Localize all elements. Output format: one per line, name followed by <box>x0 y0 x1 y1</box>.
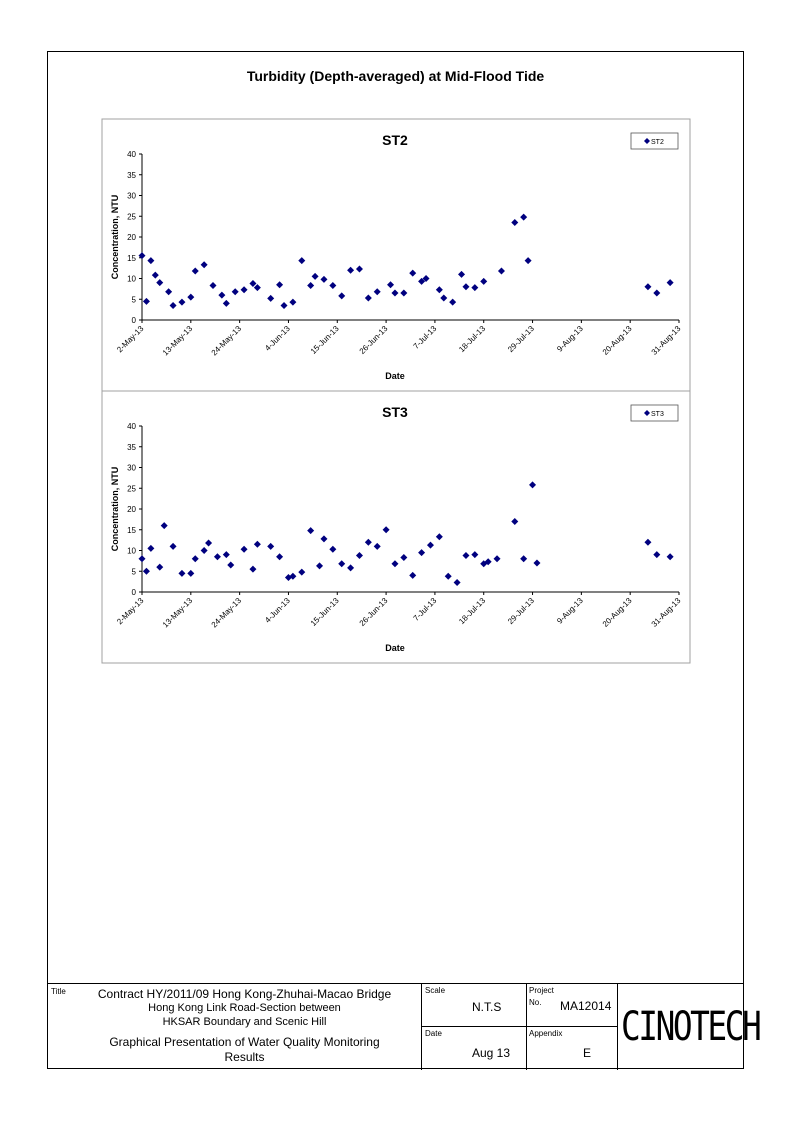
x-tick-label: 20-Aug-13 <box>600 596 634 629</box>
y-tick-label: 15 <box>127 253 136 263</box>
logo-cell <box>618 984 760 1070</box>
x-tick-label: 26-Jun-13 <box>357 596 390 628</box>
chart-title: ST3 <box>382 404 408 420</box>
x-tick-label: 2-May-13 <box>115 596 146 627</box>
y-axis-label: Concentration, NTU <box>110 194 120 280</box>
contract-line: Contract HY/2011/09 Hong Kong-Zhuhai-Macao Bridge <box>97 987 392 1001</box>
x-tick-label: 7-Jul-13 <box>411 324 439 351</box>
contract-line: Hong Kong Link Road-Section between <box>148 1002 341 1014</box>
project-no-value: MA12014 <box>560 999 612 1013</box>
y-tick-label: 5 <box>131 295 136 305</box>
project-no-label: No. <box>529 998 542 1007</box>
y-tick-label: 0 <box>131 316 136 325</box>
page-title: Turbidity (Depth-averaged) at Mid-Flood Tide <box>246 68 545 84</box>
x-tick-label: 18-Jul-13 <box>457 596 488 627</box>
project-cell <box>527 984 618 1027</box>
x-tick-label: 29-Jul-13 <box>506 596 536 627</box>
title-label: Title <box>51 987 66 996</box>
subject-line: Results <box>224 1050 265 1064</box>
x-tick-label: 20-Aug-13 <box>600 324 634 357</box>
x-tick-label: 13-May-13 <box>160 324 195 358</box>
x-tick-label: 15-Jun-13 <box>308 324 341 356</box>
appendix-value: E <box>583 1046 592 1060</box>
contract-line: HKSAR Boundary and Scenic Hill <box>162 1016 327 1028</box>
scale-label: Scale <box>425 986 446 995</box>
date-cell <box>422 1027 527 1070</box>
y-tick-label: 35 <box>127 170 136 180</box>
y-tick-label: 20 <box>127 505 136 514</box>
subject-text <box>67 1035 422 1065</box>
title-block <box>47 983 760 1069</box>
y-tick-label: 0 <box>131 588 136 597</box>
x-tick-label: 4-Jun-13 <box>263 324 292 353</box>
x-tick-label: 15-Jun-13 <box>308 596 341 628</box>
subject-line: Graphical Presentation of Water Quality Monitoring <box>109 1035 380 1049</box>
x-tick-label: 7-Jul-13 <box>411 596 439 623</box>
y-tick-label: 40 <box>127 422 136 431</box>
y-axis-label: Concentration, NTU <box>110 466 120 552</box>
chart-title: ST2 <box>382 132 408 148</box>
x-tick-label: 29-Jul-13 <box>506 324 536 355</box>
y-tick-label: 25 <box>127 484 136 494</box>
y-tick-label: 5 <box>131 567 136 577</box>
appendix-cell <box>527 1027 618 1070</box>
title-cell <box>47 984 422 1070</box>
y-tick-label: 10 <box>127 546 136 556</box>
y-tick-label: 10 <box>127 274 136 284</box>
x-axis-label: Date <box>385 371 405 381</box>
x-tick-label: 13-May-13 <box>160 596 195 630</box>
y-tick-label: 15 <box>127 525 136 535</box>
x-tick-label: 24-May-13 <box>209 324 244 358</box>
date-label: Date <box>425 1029 442 1038</box>
cinotech-logo: CINOTECH <box>621 1004 760 1050</box>
project-label: Project <box>529 986 554 995</box>
x-tick-label: 9-Aug-13 <box>555 596 585 626</box>
x-tick-label: 4-Jun-13 <box>263 596 292 625</box>
y-tick-label: 35 <box>127 442 136 452</box>
y-tick-label: 20 <box>127 233 136 242</box>
x-axis-label: Date <box>385 643 405 653</box>
x-tick-label: 24-May-13 <box>209 596 244 630</box>
x-tick-label: 26-Jun-13 <box>357 324 390 356</box>
legend-label: ST2 <box>651 139 664 146</box>
x-tick-label: 18-Jul-13 <box>457 324 488 355</box>
y-tick-label: 40 <box>127 150 136 159</box>
contract-text <box>67 987 422 1029</box>
x-tick-label: 31-Aug-13 <box>649 324 683 357</box>
scale-cell <box>422 984 527 1027</box>
appendix-label: Appendix <box>529 1029 563 1038</box>
y-tick-label: 25 <box>127 212 136 222</box>
date-value: Aug 13 <box>472 1046 511 1060</box>
x-tick-label: 31-Aug-13 <box>649 596 683 629</box>
y-tick-label: 30 <box>127 191 136 201</box>
legend-label: ST3 <box>651 411 664 418</box>
scale-value: N.T.S <box>472 1000 502 1014</box>
x-tick-label: 2-May-13 <box>115 324 146 355</box>
x-tick-label: 9-Aug-13 <box>555 324 585 354</box>
y-tick-label: 30 <box>127 463 136 473</box>
